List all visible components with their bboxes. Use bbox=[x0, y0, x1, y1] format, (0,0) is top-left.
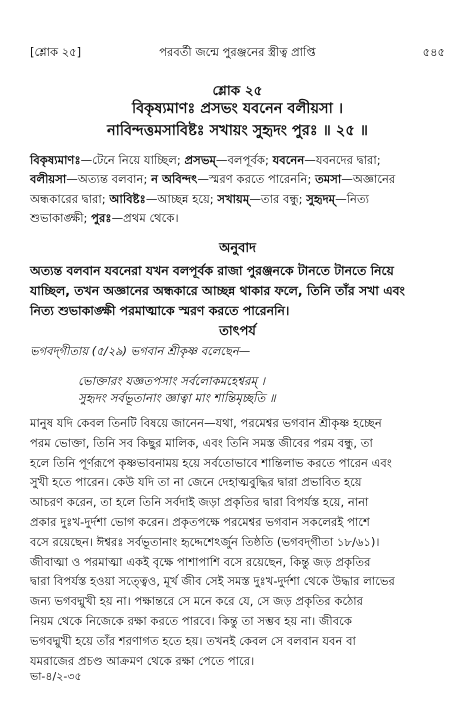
sanskrit-term: যবনেন bbox=[272, 153, 305, 167]
sanskrit-term: পুরঃ bbox=[91, 211, 112, 226]
sanskrit-term: বিকৃষ্যমাণঃ bbox=[30, 153, 81, 167]
purport-line: যমরাজের প্রচণ্ড আক্রমণ থেকে রক্ষা পেতে পারে। bbox=[30, 653, 255, 668]
purport-line: সুখী হতে পারেন। কেউ যদি তা না জেনে দেহাত্মবুদ্ধির দ্বারা প্রভাবিত হয়ে bbox=[30, 475, 362, 490]
translation-line: যাচ্ছিল, তখন অজ্ঞানের অন্ধকারে আচ্ছন্ন থাকার ফলে, তিনি তাঁর সখা এবং bbox=[30, 282, 405, 298]
gita-quote-line-2: সুহৃদং সর্বভূতানাং জ্ঞাত্বা মাং শান্তিমৃচ্ছতি ॥ bbox=[78, 391, 276, 405]
translation-heading: অনুবাদ bbox=[219, 241, 256, 256]
term-meaning: অন্ধকারের দ্বারা; bbox=[30, 191, 110, 206]
sanskrit-term: ন অবিন্দৎ bbox=[151, 172, 198, 187]
translation-line: অত্যন্ত বলবান যবনেরা যখন বলপূর্বক রাজা পুরঞ্জনকে টানতে টানতে নিয়ে bbox=[30, 263, 394, 278]
book-page bbox=[30, 0, 445, 703]
sanskrit-term: আবিষ্টঃ bbox=[109, 191, 146, 206]
chapter-title: পরবর্তী জন্মে পুরঞ্জনের স্ত্রীত্ব প্রাপ্তি bbox=[159, 45, 316, 59]
synonym-line bbox=[30, 151, 445, 170]
synonym-line bbox=[30, 170, 445, 189]
purport-heading: তাৎপর্য bbox=[219, 324, 256, 339]
purport-line: জন্য ভগবদ্মুখী হয় না। পক্ষান্তরে সে মনে করে যে, সে জড় প্রকৃতির কঠোর bbox=[30, 594, 364, 609]
verse-reference: [শ্লোক ২৫] bbox=[30, 45, 82, 59]
sanskrit-term: তমসা bbox=[315, 172, 342, 187]
running-header bbox=[30, 44, 445, 60]
purport-line: নিয়ম থেকে নিজেকে রক্ষা করতে পারবে। কিন্তু তা সম্ভব হয় না। জীবকে bbox=[30, 613, 352, 628]
gita-quote-line-1: ভোক্তারং যজ্ঞতপসাং সর্বলোকমহেশ্বরম্ । bbox=[78, 374, 265, 388]
term-meaning: —প্রথম থেকে। bbox=[111, 211, 179, 226]
sanskrit-term: প্রসভম্ bbox=[184, 153, 216, 167]
term-meaning: —নিত্য bbox=[335, 191, 370, 206]
purport-line: পরম ভোক্তা, তিনি সব কিছুর মালিক, এবং তিনি সমস্ত জীবের পরম বন্ধু, তা bbox=[30, 435, 373, 450]
term-meaning: —আচ্ছন্ন হয়ে; bbox=[145, 191, 218, 206]
sanskrit-term: সখায়ম্ bbox=[217, 191, 250, 206]
purport-line: বসে রয়েছেন। ঈশ্বরঃ সর্বভূতানাং হৃদ্দেশেঽর্জুন তিষ্ঠতি (ভগবদ্‌গীতা ১৮/৬১)। bbox=[30, 534, 380, 549]
verse-line-1: বিকৃষ্যমাণঃ প্রসভং যবনেন বলীয়সা । bbox=[131, 101, 344, 117]
term-meaning: —যবনদের দ্বারা; bbox=[304, 153, 381, 167]
purport-intro: ভগবদ্‌গীতায় (৫/২৯) ভগবান শ্রীকৃষ্ণ বলেছেন— bbox=[30, 344, 251, 358]
purport-line: দ্বারা বিপর্যস্ত হওয়া সত্ত্বেও, মূর্খ জীব সেই সমস্ত দুঃখ-দুর্দশা থেকে উদ্ধার লাভের bbox=[30, 574, 395, 589]
term-meaning: —বলপূর্বক; bbox=[215, 153, 273, 167]
sanskrit-term: বলীয়সা bbox=[30, 172, 67, 187]
synonym-line bbox=[30, 209, 445, 228]
purport-line: প্রকার দুঃখ-দুর্দশা ভোগ করেন। প্রকৃতপক্ষে পরমেশ্বর ভগবান সকলেরই পাশে bbox=[30, 514, 370, 529]
verse-title: শ্লোক ২৫ bbox=[212, 83, 263, 99]
term-meaning: —তার বন্ধু; bbox=[249, 191, 307, 206]
purport-line: ভগবদ্মুখী হয়ে তাঁর শরণাগত হতে হয়। তখনই কেবল সে বলবান যবন বা bbox=[30, 633, 356, 648]
word-for-word-synonyms bbox=[30, 151, 445, 229]
term-meaning: শুভাকাঙ্ক্ষী; bbox=[30, 211, 92, 226]
purport-line: জীবাত্মা ও পরমাত্মা একই বৃক্ষে পাশাপাশি বসে রয়েছেন, কিন্তু জড় প্রকৃতির bbox=[30, 554, 371, 569]
footer-signature-code: ভা-৪/২-৩৫ bbox=[30, 670, 82, 683]
term-meaning: —টেনে নিয়ে যাচ্ছিল; bbox=[80, 153, 185, 167]
verse-line-2: নাবিন্দত্তমসাবিষ্টঃ সখায়ং সুহৃদং পুরঃ ॥ ২৫ ॥ bbox=[106, 123, 368, 139]
synonym-line bbox=[30, 190, 445, 209]
term-meaning: —অজ্ঞানের bbox=[341, 172, 396, 187]
purport-line: আচরণ করেন, তা হলে তিনি সর্বদাই জড়া প্রকৃতির দ্বারা বিপর্যস্ত হয়ে, নানা bbox=[30, 495, 369, 510]
translation-line: নিত্য শুভাকাঙ্ক্ষী পরমাত্মাকে স্মরণ করতে পারেননি। bbox=[30, 302, 290, 318]
sanskrit-term: সুহৃদম্ bbox=[306, 191, 336, 206]
purport-line: হলে তিনি পূর্ণরূপে কৃষ্ণভাবনাময় হয়ে সর্বতোভাবে শান্তিলাভ করতে পারেন এবং bbox=[30, 455, 392, 470]
translation-text bbox=[30, 261, 445, 320]
page-number: ৫৪৫ bbox=[422, 45, 445, 59]
purport-line: মানুষ যদি কেবল তিনটি বিষয়ে জানেন—যথা, পরমেশ্বর ভগবান শ্রীকৃষ্ণ হচ্ছেন bbox=[30, 416, 382, 430]
term-meaning: —স্মরণ করতে পারেননি; bbox=[197, 172, 316, 187]
term-meaning: —অত্যন্ত বলবান; bbox=[66, 172, 152, 187]
purport-body bbox=[30, 414, 445, 671]
